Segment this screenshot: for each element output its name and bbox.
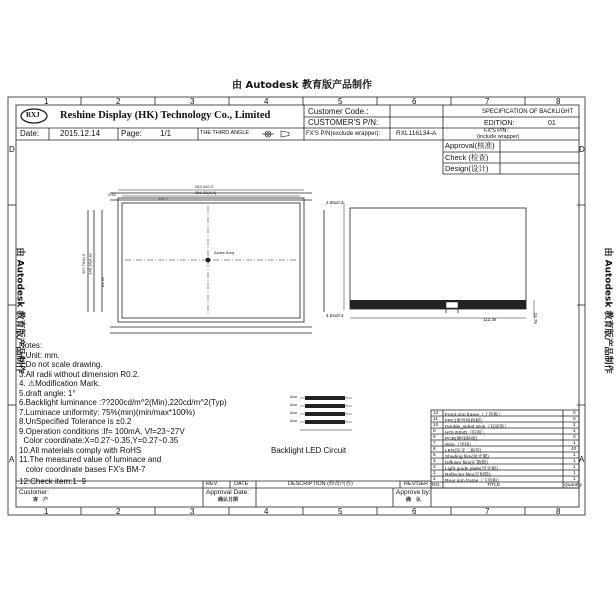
bom-qty: 0 — [573, 411, 576, 416]
bom-title: Diffuser film(扩散膜) — [445, 461, 488, 466]
row-label-d: D — [9, 145, 15, 154]
footer-approve-by: Approve by: — [396, 489, 431, 496]
note-line: 12:Check item:1~9 — [19, 477, 86, 486]
customer-code: Customer Code.: — [308, 107, 369, 116]
col-label-3: 3 — [190, 97, 195, 106]
bom-qty: 1 — [573, 429, 576, 434]
col-label-4: 4 — [264, 97, 269, 106]
note-line: 10.All materials comply with RoHS — [19, 445, 142, 455]
side-dim-right: 15.76 — [532, 312, 538, 324]
company-name: Reshine Display (HK) Technology Co., Limited — [60, 110, 271, 121]
col-label-3-bottom: 3 — [190, 507, 195, 516]
table-row: 10 — [433, 423, 439, 428]
bom-header-no: NO. — [432, 483, 441, 488]
footer-approve-by-cn: 确 认 — [406, 497, 422, 503]
bom-qty: 2 — [573, 423, 576, 428]
row-label-a-right: A — [579, 455, 585, 464]
table-row: 9 — [433, 429, 436, 434]
note-line: 7.Luminace uniformity: 75%(min)(min/max*100%) — [19, 407, 196, 417]
date-label: Date: — [20, 129, 40, 138]
bom-qty: 0 — [573, 417, 576, 422]
bom-qty: 1 — [573, 477, 576, 482]
table-row: 1 — [433, 477, 436, 482]
note-line: Color coordinate:X=0.27~0.35,Y=0.27~0.35 — [19, 436, 179, 445]
spec-title: SPECIFICATION OF BACKLIGHT — [482, 109, 574, 115]
third-angle-label: THE THIRD ANGLE — [200, 130, 250, 136]
bom-qty: 1 — [573, 441, 576, 446]
fx-pn-value: RXL116134-A — [396, 130, 437, 137]
col-label-7: 7 — [485, 97, 490, 106]
note-line: 4. ⚠Modification Mark. — [19, 379, 100, 388]
footer-customer-label: Customer: — [19, 489, 49, 496]
customer-pn: CUSTOMER'S P/N: — [308, 118, 379, 127]
bom-qty: 0 — [573, 435, 576, 440]
note-line: 8.UnSpecified Tolerance is ±0.2 — [19, 417, 132, 426]
edition-value: 01 — [548, 120, 556, 127]
bom-title: Wire（导线） — [445, 443, 475, 448]
row-label-d-right: D — [579, 145, 585, 154]
col-label-8: 8 — [556, 97, 561, 106]
side-dim-width: 112.36 — [483, 317, 497, 322]
bom-qty: 40 — [571, 447, 577, 452]
table-row: 12 — [433, 411, 439, 416]
circuit-label: Ano — [290, 410, 298, 415]
led-array — [305, 396, 345, 424]
footer-approval-date-cn: 确认日期 — [218, 497, 239, 503]
note-line: 3.All radii without dimension R0.2. — [19, 369, 140, 379]
reviser-header: REVISER — [404, 481, 429, 487]
table-row: 2 — [433, 471, 436, 476]
bom-qty: 1 — [573, 453, 576, 458]
note-line: 5.draft angle: 1° — [19, 388, 76, 398]
footer-approval-date: Approval Date: — [206, 489, 249, 496]
design-label: Design(设计) — [445, 164, 489, 173]
note-line: 9.Operation conditions :If= 100mA, Vf=23~27V — [19, 426, 185, 436]
table-row: 3 — [433, 465, 436, 470]
circuit-title: Backlight LED Circuit — [271, 446, 347, 455]
bom-title: Double_sided stick（双面胶） — [445, 425, 510, 430]
col-label-6: 6 — [412, 97, 417, 106]
col-label-1-bottom: 1 — [44, 507, 49, 516]
bom-title: Front iron frame（上铁框） — [445, 413, 504, 418]
center-label: Active Area — [214, 250, 235, 255]
footer-customer-cn: 客 户 — [33, 497, 49, 503]
page-value: 1/1 — [160, 129, 172, 138]
bom-title: Reflector film(反射膜) — [445, 473, 491, 478]
dim-overall: 263.4±0.3 — [195, 184, 213, 189]
col-label-8-bottom: 8 — [556, 507, 561, 516]
edition-label: EDITION: — [484, 120, 515, 127]
approval-label: Approval(核准) — [445, 141, 495, 150]
dim-height-aa: 146.16(A.A) — [87, 253, 93, 275]
dim-mid: 81.45 — [100, 276, 106, 288]
bom-title: Shading film(遮光膜) — [445, 455, 489, 460]
page-label: Page: — [121, 129, 142, 138]
table-row: 6 — [433, 447, 436, 452]
note-line: Notes: — [19, 341, 43, 350]
circuit-label: Ano — [290, 402, 298, 407]
table-row: 11 — [433, 417, 438, 422]
bom-title: Rear iron frame（下铁框） — [445, 479, 503, 484]
watermark-left: 由 Autodesk 教育版产品制作 — [14, 247, 25, 374]
circuit-label: Ano — [290, 394, 298, 399]
side-dim-top: 2.55±0.3 — [326, 200, 344, 205]
note-line: 1.Unit: mm. — [19, 350, 60, 360]
bom-qty: 1 — [573, 459, 576, 464]
dim-center: 131.7 — [158, 196, 169, 201]
center-mark — [206, 258, 211, 263]
rev-header: REV. — [206, 481, 219, 487]
fx-pn-label: FX'S P/N(exclude wrapper): — [306, 131, 381, 137]
side-view-edge — [350, 300, 526, 309]
table-row: 8 — [433, 435, 436, 440]
col-label-2-bottom: 2 — [116, 507, 121, 516]
col-label-5: 5 — [338, 97, 343, 106]
dim-aa: 256.32(A.A) — [195, 190, 217, 195]
col-label-7-bottom: 7 — [485, 507, 490, 516]
logo-text: RXJ — [26, 111, 40, 119]
dim-left: 3.54 — [108, 192, 116, 197]
note-line: 11.The measured value of luminace and — [19, 455, 162, 464]
bom-qty: 1 — [573, 471, 576, 476]
note-line: 6.Backlight luminance :??200cd/m^2(Min),220cd/m^2(Typ) — [19, 398, 227, 407]
watermark-top: 由 Autodesk 教育版产品制作 — [232, 80, 373, 91]
date-header: DATE — [234, 481, 249, 487]
row-label-a: A — [9, 455, 15, 464]
bom-qty: 1 — [573, 465, 576, 470]
bom-title: LED(发光二极管) — [445, 449, 482, 454]
third-angle-icon — [262, 131, 289, 137]
date-value: 2015.12.14 — [60, 129, 101, 138]
col-label-5-bottom: 5 — [338, 507, 343, 516]
bom-header-qty: Quantity — [564, 483, 582, 488]
notes-block — [19, 341, 227, 487]
watermark-right: 由 Autodesk 教育版产品制作 — [602, 247, 613, 374]
bom-title: FPC(柔性线路板) — [445, 419, 482, 424]
bom-title: HOUSING（胶框） — [445, 431, 487, 436]
table-row: 5 — [433, 453, 436, 458]
include-wrapper: (include wrapper) — [477, 134, 520, 140]
circuit-label: Ano — [290, 418, 298, 423]
check-label: Check (检查) — [445, 153, 489, 162]
side-dim-bottom: 4.54±0.3 — [326, 313, 344, 318]
table-row: 7 — [433, 441, 436, 446]
bom-title: PCB(硬线路板) — [445, 437, 478, 442]
table-row: 4 — [433, 459, 436, 464]
bom-title: Light guide plate(导光板) — [445, 467, 498, 472]
fx-pn-include: FX'S P/N: — [484, 128, 508, 134]
dim-height: 157.79±0.3 — [81, 254, 86, 274]
col-label-6-bottom: 6 — [412, 507, 417, 516]
bom-header-title: TITLE — [487, 483, 501, 488]
col-label-4-bottom: 4 — [264, 507, 269, 516]
note-line: 2.Do not scale drawing. — [19, 360, 103, 369]
description-header: DESCRIPTION (修改内容) — [288, 481, 353, 487]
note-line: color coordinate bases FX's BM-7 — [19, 464, 146, 474]
col-label-1: 1 — [44, 97, 49, 106]
col-label-2: 2 — [116, 97, 121, 106]
